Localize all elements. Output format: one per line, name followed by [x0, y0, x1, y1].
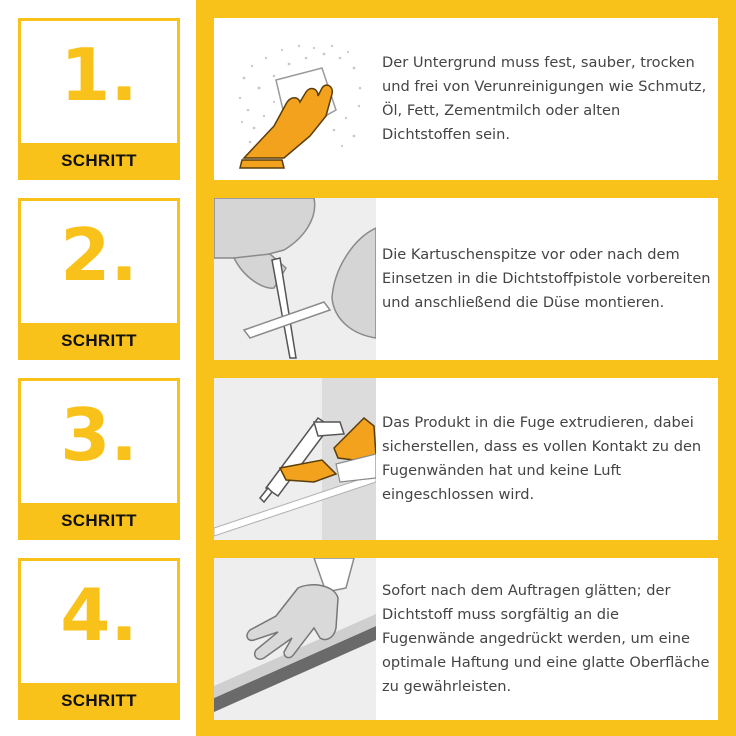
step-4-panel — [214, 558, 718, 720]
step-1-text: Der Untergrund muss fest, sauber, trocken und frei von Verunreinigungen wie Schmutz, Öl, Fett, Zementmilch oder alten Dichtstoffen sein. — [382, 54, 707, 143]
step-2-text: Die Kartuschenspitze vor oder nach dem Einsetzen in die Dichtstoffpistole vorbereiten und anschließend die Düse montieren. — [382, 246, 711, 311]
step-1-badge — [18, 18, 180, 180]
step-3-panel — [214, 378, 718, 540]
step-3-label: SCHRITT — [61, 511, 137, 530]
step-1-panel — [214, 18, 718, 180]
step-2-number: 2. — [60, 213, 138, 297]
step-4-text: Sofort nach dem Auftragen glätten; der Dichtstoff muss sorgfältig an die Fugenwände angedrückt werden, um eine optimale Haftung und eine glatte Oberfläche zu gewährleisten. — [382, 582, 710, 695]
step-3-text: Das Produkt in die Fuge extrudieren, dabei sicherstellen, dass es vollen Kontakt zu den Fugenwänden hat und keine Luft eingeschlossen wird. — [382, 414, 702, 503]
step-3-number: 3. — [60, 393, 138, 477]
step-4-number: 4. — [60, 573, 138, 657]
step-1-label-bar — [21, 143, 177, 177]
step-4-badge — [18, 558, 180, 720]
step-2-panel — [214, 198, 718, 360]
step-1-number: 1. — [60, 33, 138, 117]
step-1-label: SCHRITT — [61, 151, 137, 170]
smoothing-hand-icon — [214, 558, 376, 720]
step-4-label-bar — [21, 683, 177, 717]
step-4-label: SCHRITT — [61, 691, 137, 710]
step-2-label: SCHRITT — [61, 331, 137, 350]
step-3-label-bar — [21, 503, 177, 537]
cutting-nozzle-icon — [214, 198, 376, 360]
step-2-badge — [18, 198, 180, 360]
cleaning-glove-icon — [214, 18, 376, 180]
step-2-label-bar — [21, 323, 177, 357]
caulking-gun-icon — [214, 378, 376, 540]
step-3-badge — [18, 378, 180, 540]
